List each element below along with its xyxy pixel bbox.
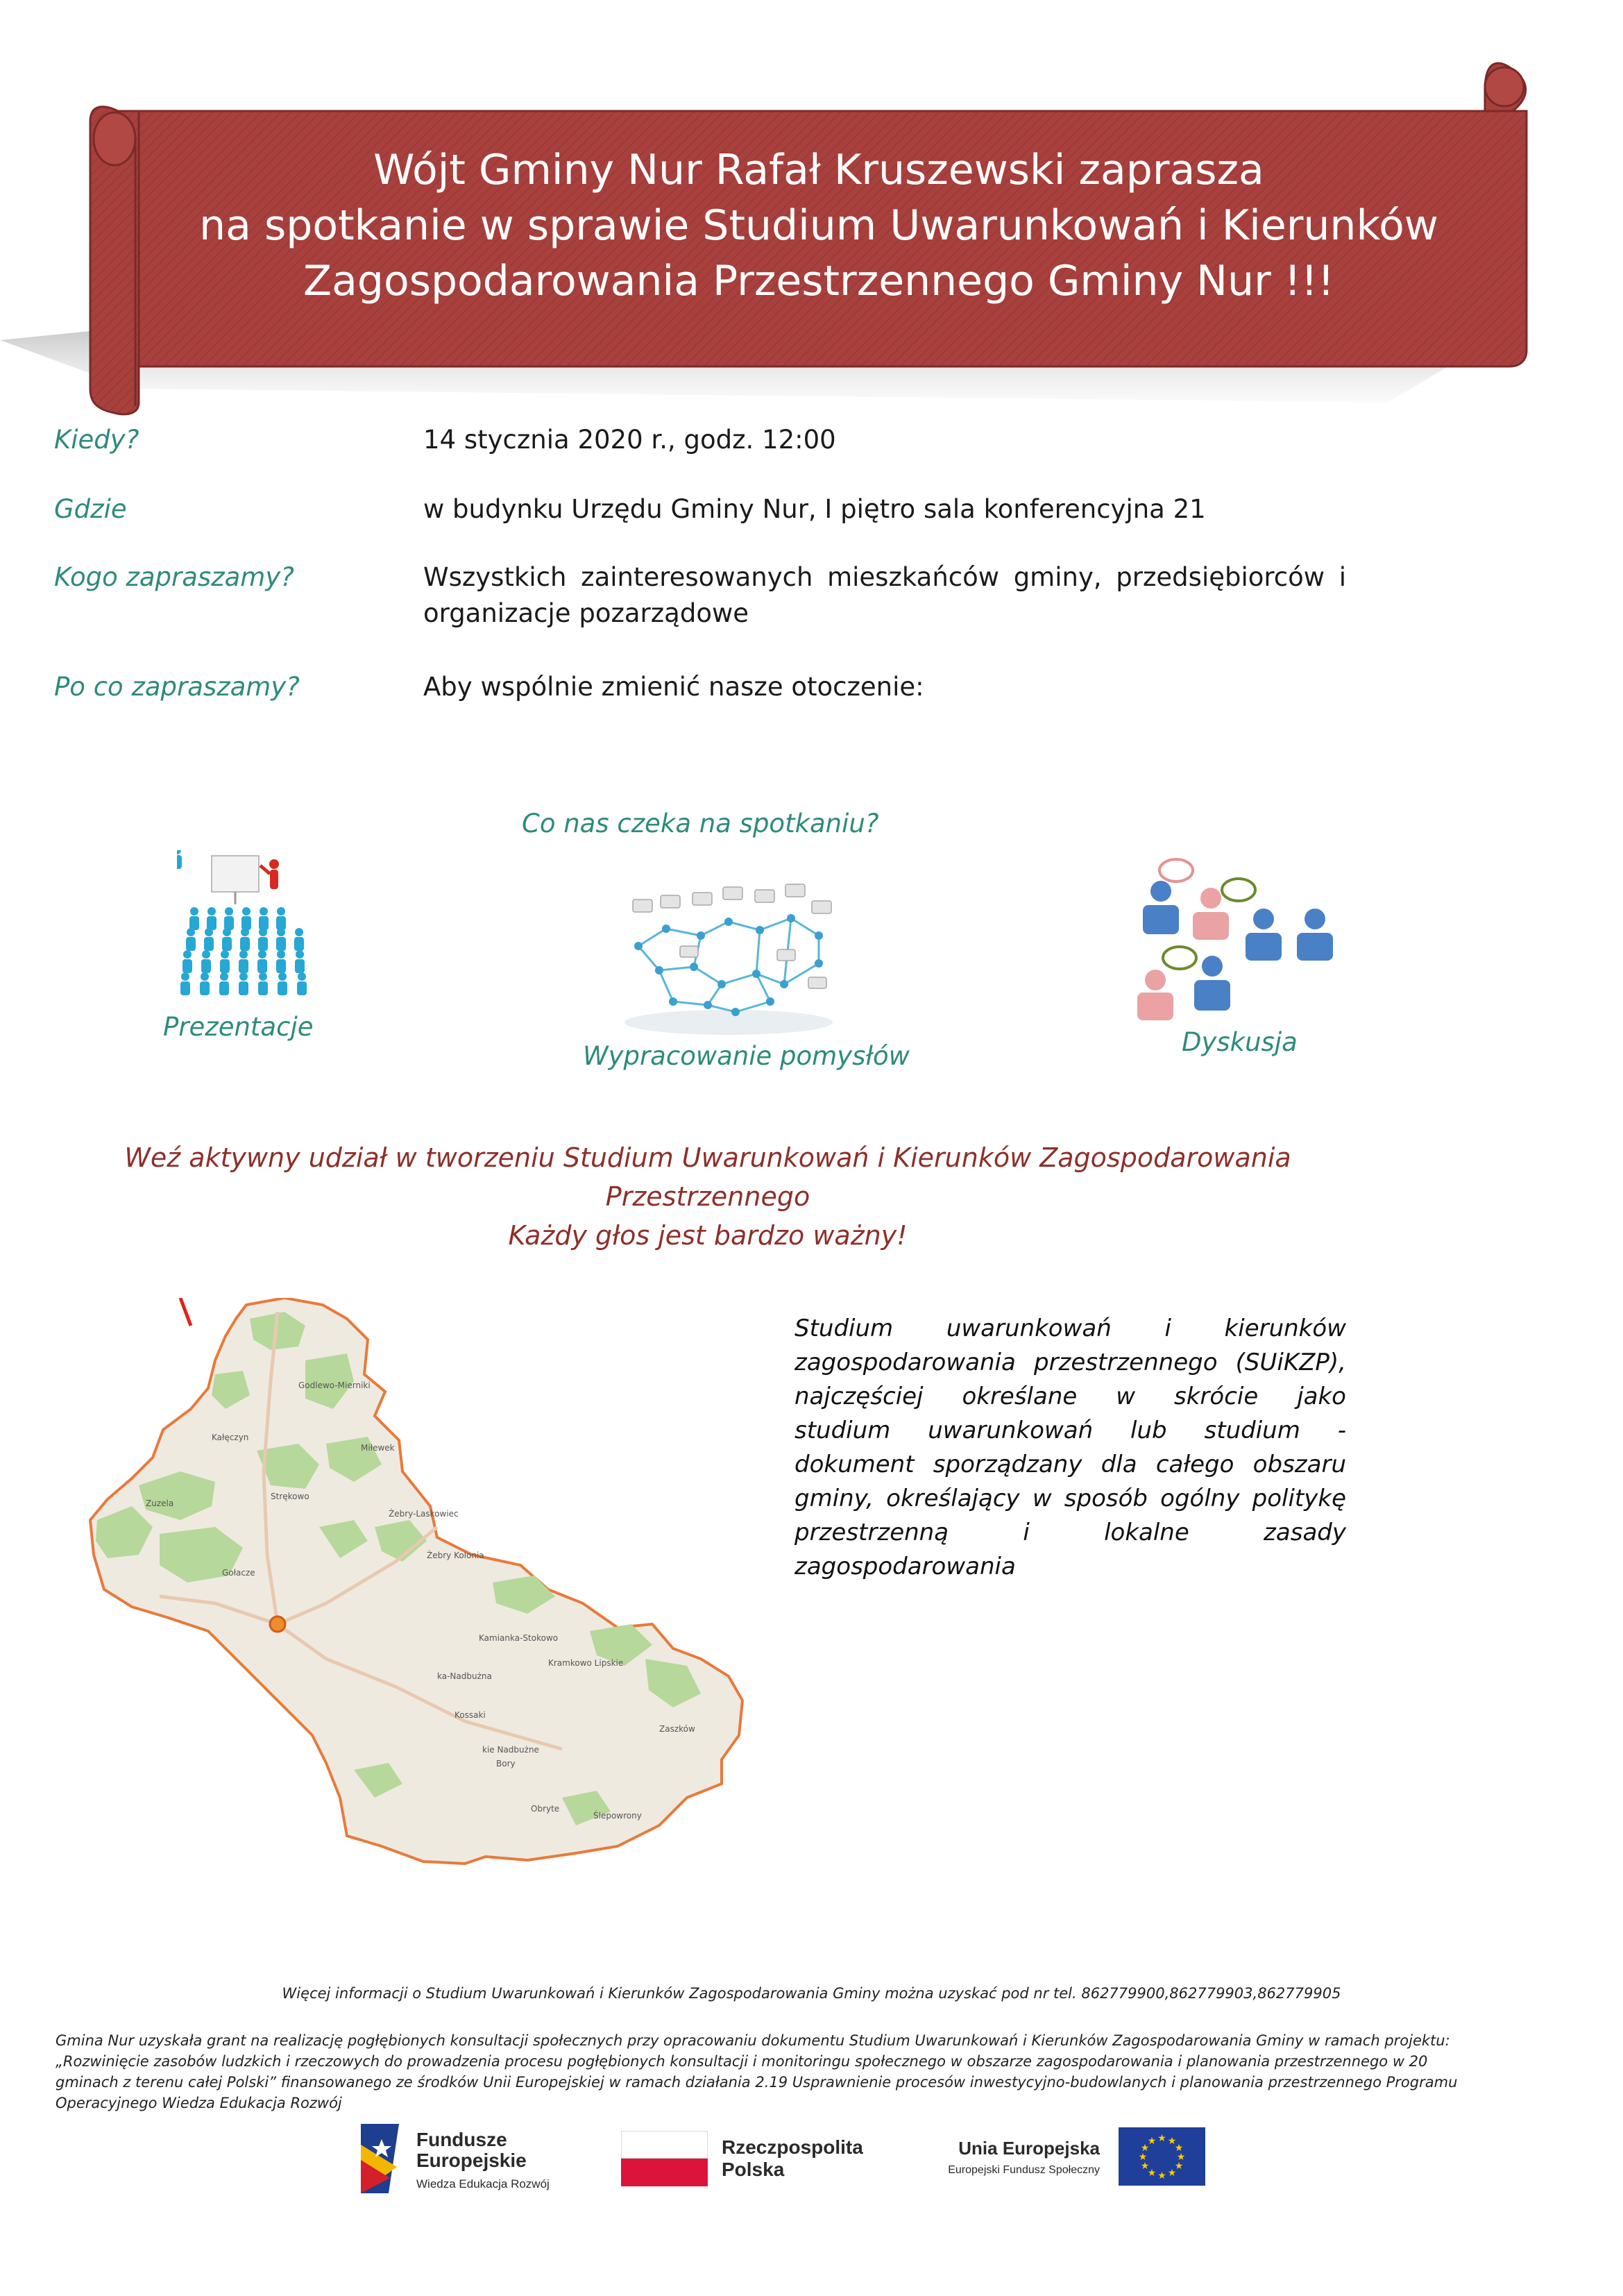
cta-line-1: Weź aktywny udział w tworzeniu Studium Uwarunkowań i Kierunków Zagospodarowania [124, 1142, 1291, 1173]
description-line-7: przestrzenną i lokalne zasady [794, 1519, 1346, 1546]
description-line-1: Studium uwarunkowań i kierunków [794, 1315, 1346, 1342]
cta-line-3: Każdy głos jest bardzo ważny! [508, 1220, 908, 1251]
info-value-who: Wszystkich zainteresowanych mieszkańców gminy, przedsiębiorców i organizacje pozarządowe [423, 562, 1346, 628]
grant-line-2: „Rozwinięcie zasobów ludzkich i rzeczowych do prowadzenia procesu pogłębionych konsultacji i monitoringu społecznego w obszarze zagospodarowania i planowania przestrzennego w 20 [56, 2053, 1428, 2070]
svg-text:★: ★ [1157, 2133, 1166, 2144]
info-value-why: Aby wspólnie zmienić nasze otoczenie: [423, 672, 924, 702]
svg-text:★: ★ [1174, 2143, 1184, 2154]
info-label-who: Kogo zapraszamy? [54, 562, 294, 592]
ue-logo-line-2: Europejski Fundusz Społeczny [948, 2164, 1100, 2176]
svg-text:★: ★ [1176, 2152, 1186, 2163]
cta-line-2: Przestrzennego [605, 1181, 810, 1212]
rp-logo-text [722, 2136, 863, 2181]
map-label-milewek: Miłewek [361, 1443, 395, 1453]
description-line-8: zagospodarowania [794, 1553, 1016, 1580]
grant-line-3: gminach z terenu całej Polski” finansowanego ze środków Unii Europejskiej w ramach działania 2.19 Usprawnienie procesów inwestycyjno-budowlanych i planowania przestrzennego Programu [56, 2074, 1458, 2091]
grant-line-4: Operacyjnego Wiedza Edukacja Rozwój [56, 2095, 342, 2111]
ue-logo-text [919, 2138, 1100, 2181]
map-label-kramkowo-lipskie: Kramkowo Lipskie [548, 1658, 624, 1668]
map-label-nadbuzne: kie Nadbużne [482, 1745, 539, 1755]
info-label-where: Gdzie [54, 494, 127, 524]
fe-logo-line-3: Wiedza Edukacja Rozwój [416, 2177, 550, 2191]
map-label-nadbuzna: ka-Nadbużna [437, 1671, 492, 1681]
svg-text:★: ★ [1140, 2161, 1150, 2172]
info-label-when: Kiedy? [54, 425, 139, 455]
svg-text:★: ★ [1167, 2136, 1177, 2147]
description-line-2: zagospodarowania przestrzennego (SUiKZP), [794, 1349, 1346, 1376]
svg-text:★: ★ [1138, 2152, 1148, 2163]
agenda-item-presentations: Prezentacje [163, 1012, 314, 1042]
description-line-5: dokument sporządzany dla całego obszaru [794, 1451, 1346, 1478]
map-label-zebry-laskowiec: Żebry-Laskowiec [389, 1509, 459, 1519]
svg-text:★: ★ [1167, 2168, 1177, 2179]
map-label-godlewo-mierniki: Godlewo-Mierniki [298, 1381, 371, 1390]
svg-text:★: ★ [1140, 2143, 1150, 2154]
call-to-action [69, 1138, 1346, 1255]
suikzp-description [794, 1312, 1346, 1584]
municipality-map [76, 1298, 753, 1874]
agenda-item-discussion: Dyskusja [1182, 1027, 1298, 1057]
agenda-heading: Co nas czeka na spotkaniu? [522, 809, 879, 838]
fundusze-europejskie-logo-icon [361, 2124, 408, 2193]
banner-title-line-1: Wójt Gminy Nur Rafał Kruszewski zaprasza [373, 146, 1264, 194]
svg-text:★: ★ [1147, 2136, 1157, 2147]
banner-title [153, 142, 1485, 309]
map-label-obryte: Obryte [531, 1804, 560, 1814]
contact-info: Więcej informacji o Studium Uwarunkowań i Kierunków Zagospodarowania Gminy można uzyskać pod nr tel. 862779900,862779903,862779905 [282, 1985, 1341, 2002]
rp-logo-line-2: Polska [722, 2159, 785, 2180]
info-value-where: w budynku Urzędu Gminy Nur, I piętro sala konferencyjna 21 [423, 494, 1206, 524]
map-label-strekowo: Strękowo [271, 1492, 309, 1501]
description-line-6: gminy, określający w sposób ogólny politykę [794, 1485, 1346, 1512]
grant-info [56, 2030, 1575, 2113]
map-label-zuzela: Zuzela [146, 1499, 174, 1508]
description-line-3: najczęściej określane w skrócie jako [794, 1383, 1346, 1410]
agenda-item-ideas: Wypracowanie pomysłów [583, 1041, 910, 1071]
ue-logo-line-1: Unia Europejska [958, 2138, 1100, 2159]
map-label-slepowrony: Ślepowrony [593, 1811, 642, 1821]
info-label-why: Po co zapraszamy? [54, 672, 300, 702]
discussion-people-icon [1128, 855, 1339, 1022]
svg-text:★: ★ [1174, 2161, 1184, 2172]
map-label-kamianka-stokowo: Kamianka-Stokowo [479, 1633, 559, 1643]
banner-title-line-2: na spotkanie w sprawie Studium Uwarunkowań i Kierunków [199, 201, 1438, 250]
polish-flag-icon [621, 2131, 708, 2186]
presentation-crowd-icon [177, 850, 323, 999]
eu-flag-icon [1119, 2127, 1205, 2186]
svg-text:★: ★ [1147, 2168, 1157, 2179]
map-label-zaszkow: Zaszków [659, 1724, 695, 1734]
fe-logo-text [416, 2129, 550, 2195]
idea-network-icon [611, 880, 847, 1036]
fe-logo-line-1: Fundusze [416, 2129, 507, 2150]
map-label-kaleczyn: Kałęczyn [212, 1433, 249, 1442]
map-label-zebry-kolonia: Żebry Kolonia [427, 1551, 484, 1560]
map-label-kossaki: Kossaki [454, 1710, 486, 1720]
fe-logo-line-2: Europejskie [416, 2150, 527, 2171]
svg-text:★: ★ [1157, 2170, 1166, 2181]
map-label-bory: Bory [496, 1759, 516, 1769]
grant-line-1: Gmina Nur uzyskała grant na realizację pogłębionych konsultacji społecznych przy opracowaniu dokumentu Studium Uwarunkowań i Kierunków Zagospodarowania Gminy w ramach projektu: [56, 2032, 1450, 2049]
info-value-when: 14 stycznia 2020 r., godz. 12:00 [423, 425, 836, 455]
rp-logo-line-1: Rzeczpospolita [722, 2136, 863, 2158]
banner-title-line-3: Zagospodarowania Przestrzennego Gminy Nur !!! [303, 257, 1334, 305]
description-line-4: studium uwarunkowań lub studium - [794, 1417, 1346, 1444]
map-label-golacze: Gołacze [222, 1568, 255, 1578]
